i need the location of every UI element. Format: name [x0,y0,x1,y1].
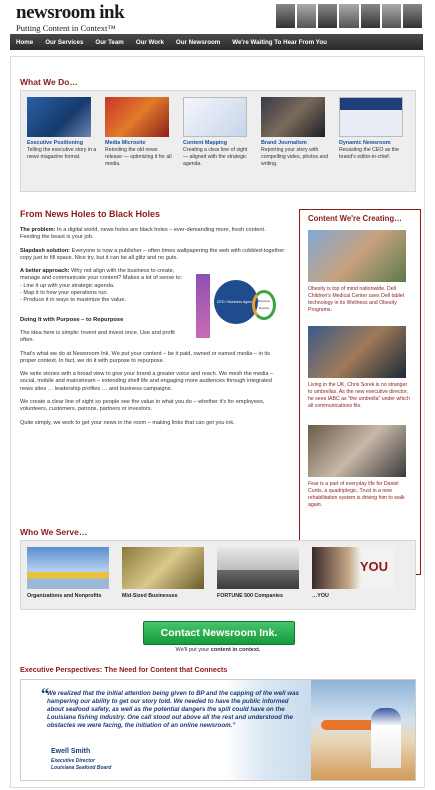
paragraph: We create a clear line of sight so people see the value in what you do – whether it's for employees, volunteers, customers, patrons, partners or investors. [20,399,265,413]
paragraph [20,268,190,283]
site-header [0,0,435,32]
audience-label: Organizations and Nonprofits [27,593,102,599]
service-card-brand-journalism[interactable] [261,97,331,168]
paragraph-lead: The problem: [20,227,56,233]
jet-image [217,547,299,589]
logo-name: newsroom ink [16,2,125,23]
nav-our-team[interactable]: Our Team [95,38,124,46]
service-title[interactable]: Brand Journalism [261,140,307,146]
what-we-do-title: What We Do… [20,77,78,87]
testimonial-name: Ewell Smith [51,748,91,755]
sidebar-story-image-2[interactable] [308,326,406,378]
service-desc: Retooling the old news release — optimizing it for all media. [105,147,172,167]
main-nav [10,34,423,50]
you-image [312,547,394,589]
audience-card-nonprofits[interactable] [27,547,117,599]
article-title: From News Holes to Black Holes [20,209,161,219]
dynamic-newsroom-image [339,97,403,137]
audience-card-mid-sized[interactable] [122,547,212,599]
cta-subtext-prefix: We'll put your [175,647,211,653]
audience-label: FORTUNE 500 Companies [217,593,283,599]
nav-contact[interactable]: We're Waiting To Hear From You [232,38,327,46]
service-desc: Recasting the CEO as the brand's editor-in-chief. [339,147,399,160]
main-content [10,56,425,788]
bullet-item: - Line it up with your strategic agenda. [20,282,115,289]
who-we-serve-box [20,540,416,610]
fisherman-figure [371,708,401,768]
article-body [20,227,285,433]
service-card-content-mapping[interactable] [183,97,253,168]
service-title[interactable]: Content Mapping [183,140,228,146]
media-microsite-image [105,97,169,137]
content-sidebar [299,209,421,575]
cta-subtext-bold: content in context. [210,647,261,653]
exec-perspectives-title: Executive Perspectives: The Need for Content that Connects [20,665,228,674]
service-desc: Telling the executive story in a news magazine format. [27,147,97,160]
header-photo-strip [276,4,422,28]
paragraph-text: Why not align with the business to create, manage and communicate your content? Makes a lot of sense to: [20,268,183,282]
site-logo[interactable] [16,4,124,33]
cta-subtext [143,647,293,653]
testimonial-box [20,679,416,781]
audience-label: Mid-Sized Businesses [122,593,178,599]
sidebar-story-text-1: Obesity is top of mind nationwide. Dell Children's Medical Center uses Dell tablet technology in its Wellness and Obesity Programs. [308,286,405,313]
service-title[interactable]: Executive Positioning [27,140,84,146]
article-subhead: Doing It with Purpose – to Repurpose [20,316,124,323]
paragraph-text: In a digital world, news holes are black holes – ever-demanding more, fresh content. Feeding the beast is your job. [20,227,266,241]
paragraph-text: Everyone is now a publisher – often times wallpapering the web with cobbled-together copy just to fill space. Nice try, but it can be all glitz and no guts. [20,247,285,261]
sidebar-story-text-3: Fear is a part of everyday life for Daniel Curtis, a quadriplegic. Trust in a new rehabilitation system is driving him to walk again. [308,481,405,508]
nav-our-newsroom[interactable]: Our Newsroom [175,38,221,46]
bullet-item: - Map it to how your operations run. [20,290,108,297]
nav-home[interactable]: Home [16,38,34,46]
paragraph: Quite simply, we work to get your news in the room – making links that can get you ink. [20,419,235,426]
nav-our-services[interactable]: Our Services [45,38,84,46]
paragraph: We write stories with a broad view to give your brand a greater voice and reach. We mesh the media – social, mobile and mainstream – extending shelf life and engaging more audiences through integrated news sites … leadership profiles … and business campaigns. [20,371,274,392]
testimonial-role: Executive Director [51,758,95,764]
approach-block [20,268,285,350]
testimonial-organization: Louisiana Seafood Board [51,765,112,771]
what-we-do-box [20,90,416,192]
audience-label: …YOU [312,593,329,599]
approach-text [20,268,190,350]
service-card-dynamic-newsroom[interactable] [339,97,409,161]
paragraph: The idea here is simple: Invent and invest once. Use and profit often. [20,329,175,344]
service-title[interactable]: Dynamic Newsroom [339,140,391,146]
sidebar-story-image-1[interactable] [308,230,406,282]
paragraph [20,248,285,263]
bullet-item: - Produce it in ways to maximize the value. [20,297,127,304]
service-desc: Creating a clear line of sight — aligned with the strategic agenda. [183,147,248,167]
who-we-serve-title: Who We Serve… [20,527,88,537]
paragraph [20,227,285,242]
you-overlay-text: YOU [359,559,388,574]
service-desc: Reporting your story with compelling video, photos and writing. [261,147,329,167]
paragraph-lead: A better approach: [20,268,70,275]
audience-card-fortune-500[interactable] [217,547,307,599]
brand-journalism-image [261,97,325,137]
business-owner-image [122,547,204,589]
service-card-media-microsite[interactable] [105,97,175,168]
logo-tagline: Putting Content in Context™ [16,23,116,33]
helicopter-image [27,547,109,589]
executive-positioning-image [27,97,91,137]
paragraph: That's what we do at Newsroom Ink. We put your content – be it paid, owned or earned media – in its proper context. In fact, we do it with purpose to repurpose. [20,350,271,364]
sidebar-title: Content We're Creating… [308,214,402,223]
sidebar-story-image-3[interactable] [308,425,406,477]
nav-our-work[interactable]: Our Work [135,38,164,46]
content-cycle-diagram [196,270,276,342]
sidebar-story-text-2: Living in the UK, Chris Sorek is no stranger to umbrellas. As the new executive director, he sees IABC as "the umbrella" under which all communications fits. [308,382,410,409]
paragraph-lead: Slapdash solution: [20,247,71,254]
service-title[interactable]: Media Microsite [105,140,146,146]
diagram-center-circle: CEO / Business Agenda [214,280,258,324]
content-mapping-image [183,97,247,137]
audience-card-you[interactable] [312,547,402,599]
quote-mark-icon: “ [41,686,49,703]
testimonial-quote: We realized that the initial attention being given to BP and the capping of the well was hampering our ability to get our story told. We needed to have the public informed about seafood safety, as well as the potential dangers the spill could have on the Louisiana fishing industry. One call stood out above all the rest and understood the obstacles we were facing, the initiation of an online newsroom.” [47,690,299,729]
contact-button[interactable]: Contact Newsroom Ink. [143,621,295,645]
service-card-executive-positioning[interactable] [27,97,97,161]
diagram-business-results: Business Results [252,290,276,320]
